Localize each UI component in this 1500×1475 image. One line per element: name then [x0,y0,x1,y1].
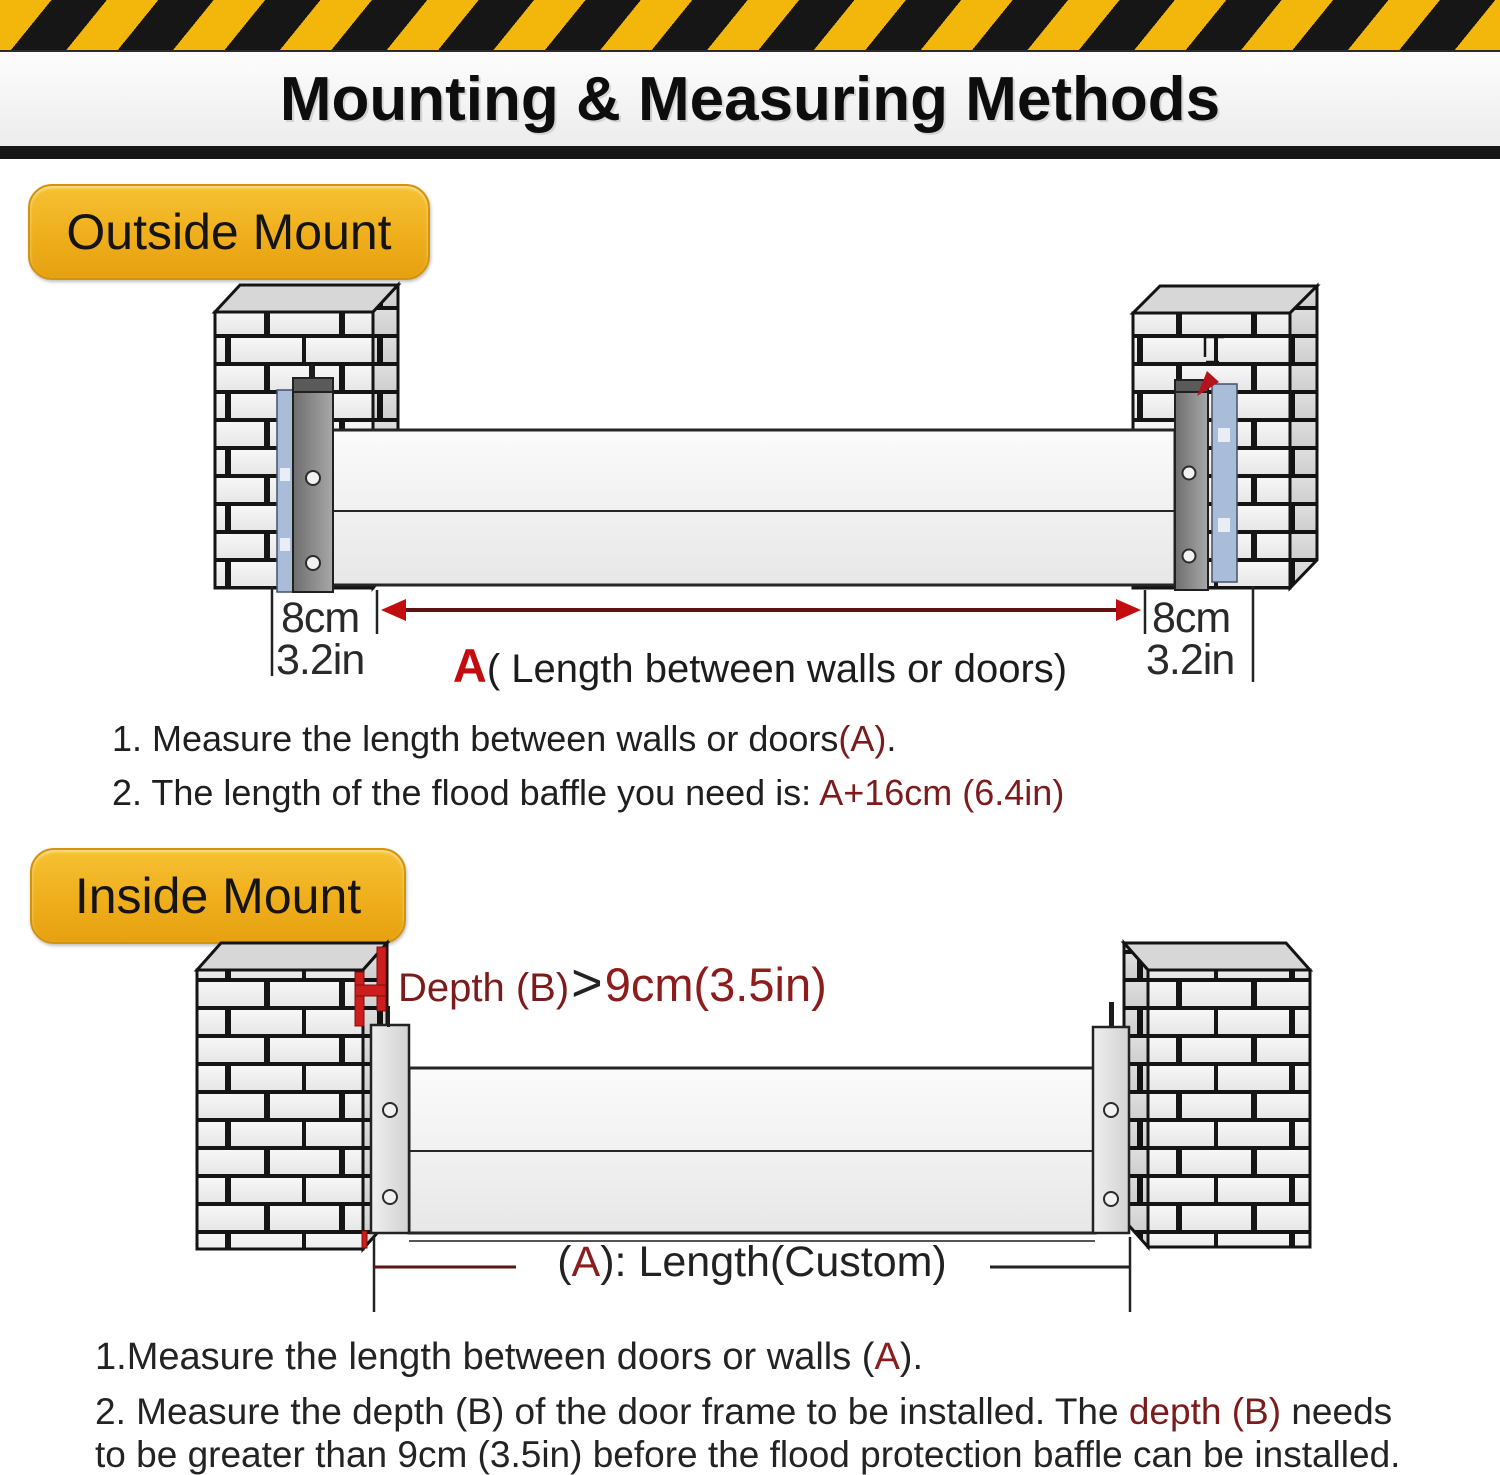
inside-note-2-line-1: 2. Measure the depth (B) of the door frame to be installed. The depth (B) needs [95,1391,1393,1432]
outside-left-dim-cm: 8cm [281,594,360,642]
inside-flood-baffle [409,1068,1095,1241]
outside-left-dim-in: 3.2in [276,636,365,684]
screw-hole [306,471,320,485]
arrowhead-left-icon [381,599,406,621]
caution-stripe-band [0,0,1500,52]
outside-flood-baffle [332,430,1175,585]
depth-label: Depth (B) > 9cm(3.5in) [398,953,827,1013]
right-gasket-strip [1212,384,1237,582]
greater-than-sign: > [571,953,603,1013]
title-band [0,52,1500,146]
inside-length-label: (A): Length(Custom) [557,1238,947,1286]
outside-right-dim-in: 3.2in [1146,636,1235,684]
screw-hole [1104,1103,1118,1117]
page-title: Mounting & Measuring Methods [279,64,1221,134]
outside-right-dim-cm: 8cm [1152,594,1231,642]
inside-note-2-line-2: to be greater than 9cm (3.5in) before the flood protection baffle can be installed. [95,1434,1401,1475]
inside-right-pillar [1124,943,1310,1247]
arrowhead-right-icon [1116,599,1141,621]
locating-pin [1109,1002,1114,1027]
outside-mount-badge-label: Outside Mount [66,204,392,260]
outside-mount-badge [28,184,430,280]
screw-hole [306,556,320,570]
inside-note-1: 1.Measure the length between doors or walls (A). [95,1336,924,1378]
screw-hole [1183,467,1196,480]
screw-hole [1183,550,1196,563]
inside-note-2 [95,1390,1485,1475]
outside-span-label: A( Length between walls or doors) [452,639,1068,692]
screw-hole [383,1190,397,1204]
outside-left-channel [277,364,333,592]
dim-letter-a: A [452,639,487,692]
screw-hole [383,1103,397,1117]
outside-notes [112,712,1064,820]
header-divider [0,146,1500,159]
left-gasket-strip [277,390,293,592]
outside-note-2: 2. The length of the flood baffle you need is: A+16cm (6.4in) [112,772,1065,813]
inside-mount-badge-label: Inside Mount [74,868,362,924]
screw-hole [1104,1192,1118,1206]
inside-right-channel [1093,1002,1129,1233]
outside-note-1: 1. Measure the length between walls or doors(A). [112,718,897,759]
inside-left-channel [371,1025,409,1233]
outside-right-channel [1175,371,1237,590]
